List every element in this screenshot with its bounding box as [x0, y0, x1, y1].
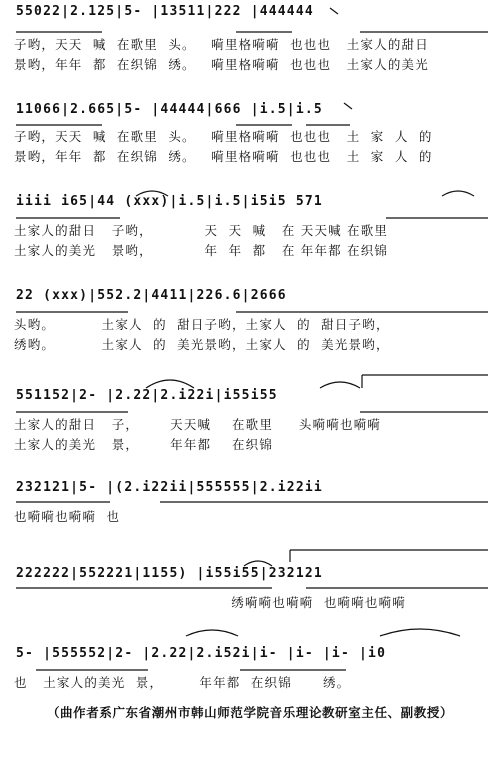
- system-3-lyric-2: 土家人的美光 景哟， 年 年 都 在 年年都 在织锦: [14, 243, 389, 258]
- system-2-notes: 11066|2.665|5- |44444|666 |i.5|i.5: [16, 102, 323, 117]
- system-3-lyric-1: 土家人的甜日 子哟， 天 天 喊 在 天天喊 在歌里: [14, 223, 389, 238]
- system-5-lyric-1: 土家人的甜日 子， 天天喊 在歌里 头嗬嗬也嗬嗬: [14, 417, 382, 432]
- system-2-lyric-1: 子哟，天天 喊 在歌里 头。 嗬里格嗬嗬 也也也 土 家 人 的: [14, 129, 433, 144]
- system-3-notes: iiii i65|44 (xxx)|i.5|i.5|i5i5 571: [16, 194, 323, 209]
- slur-9: [380, 629, 460, 636]
- system-7-notes: 222222|552221|1155) |i55i55|232121: [16, 566, 323, 581]
- system-6-lyric-1: 也嗬嗬也嗬嗬 也: [14, 509, 121, 524]
- system-1-lyric-2: 景哟，年年 都 在织锦 绣。 嗬里格嗬嗬 也也也 土家人的美光: [14, 57, 429, 72]
- composer-footnote: （曲作者系广东省潮州市韩山师范学院音乐理论教研室主任、副教授）: [46, 705, 454, 720]
- system-5-lyric-2: 土家人的美光 景， 年年都 在织锦: [14, 437, 274, 452]
- system-8-lyric-1: 也 土家人的美光 景， 年年都 在织锦 绣。: [14, 675, 351, 690]
- system-2-lyric-2: 景哟，年年 都 在织锦 绣。 嗬里格嗬嗬 也也也 土 家 人 的: [14, 149, 433, 164]
- system-5-notes: 551152|2- |2.22|2.i22i|i55i55: [16, 388, 278, 403]
- system-7-lyric-1: 绣嗬嗬也嗬嗬 也嗬嗬也嗬嗬: [14, 595, 407, 610]
- system-1-lyric-1: 子哟，天天 喊 在歌里 头。 嗬里格嗬嗬 也也也 土家人的甜日: [14, 37, 429, 52]
- system-6-notes: 232121|5- |(2.i22ii|555555|2.i22ii: [16, 480, 323, 495]
- system-4-lyric-1: 头哟。 土家人 的 甜日子哟，土家人 的 甜日子哟，: [14, 317, 390, 332]
- system-4-lyric-2: 绣哟。 土家人 的 美光景哟，土家人 的 美光景哟，: [14, 337, 390, 352]
- system-1-notes: 55022|2.125|5- |13511|222 |444444: [16, 4, 314, 19]
- slur-8: [186, 630, 238, 636]
- system-4-notes: 22 (xxx)|552.2|4411|226.6|2666: [16, 288, 287, 303]
- system-8-notes: 5- |555552|2- |2.22|2.i52i|i- |i- |i- |i0: [16, 646, 387, 661]
